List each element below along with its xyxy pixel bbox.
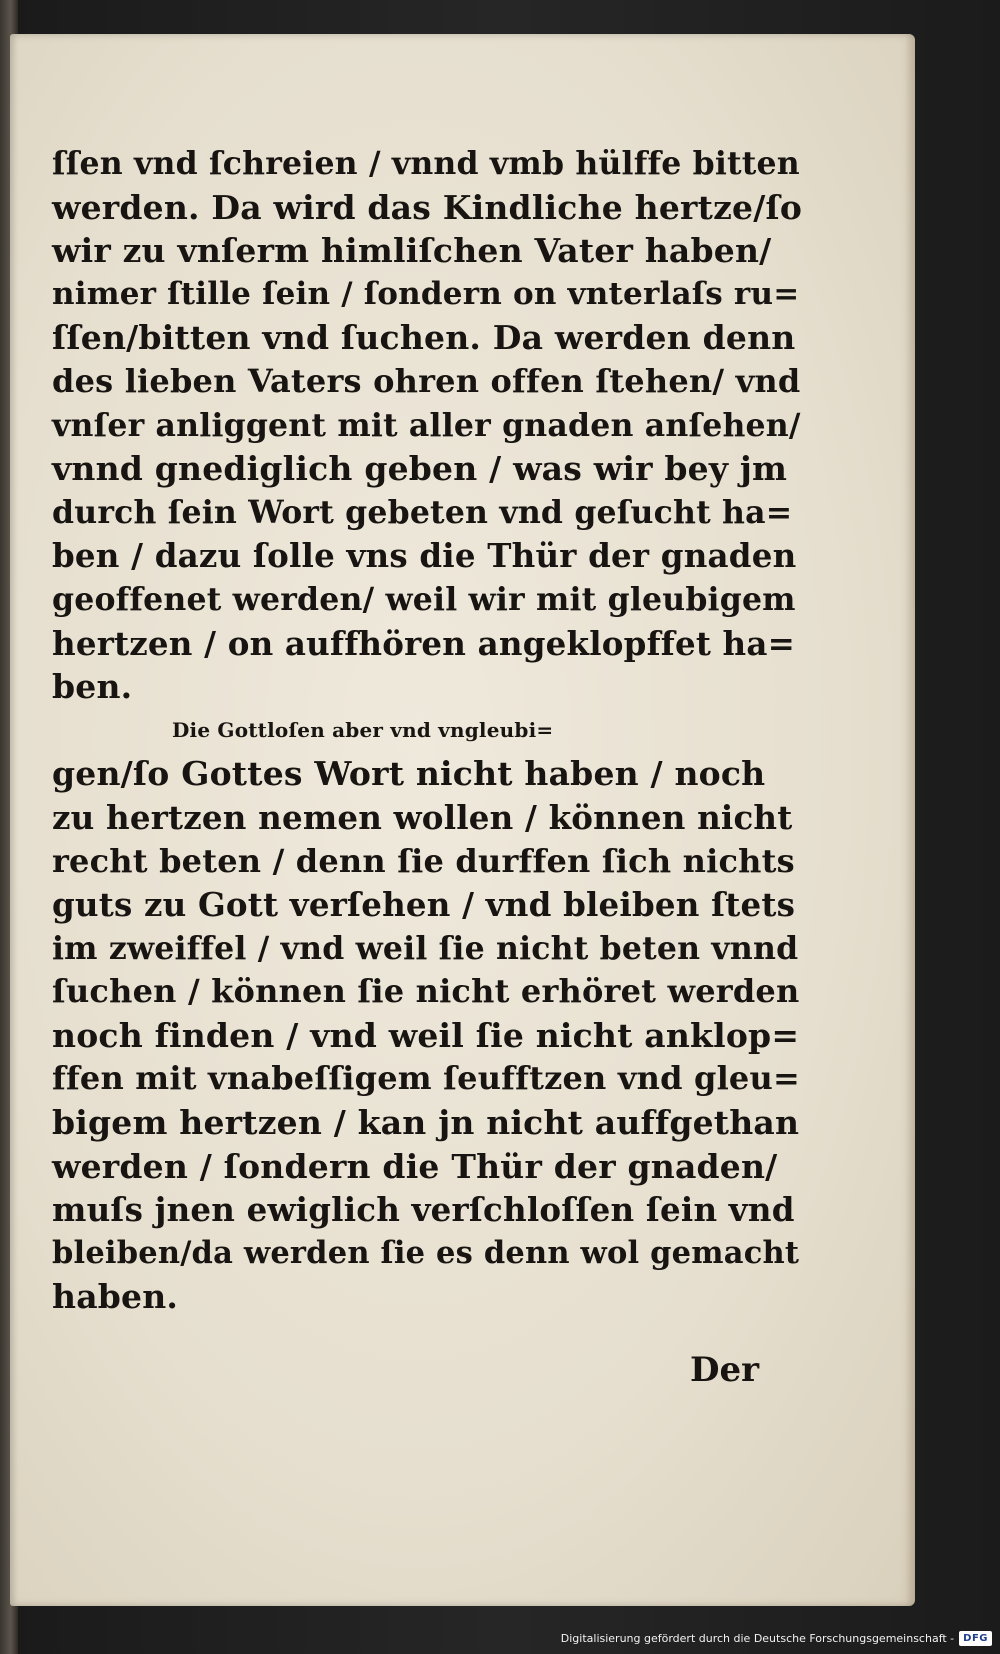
text-line: zu hertzen nemen wollen / können nicht (52, 797, 793, 837)
book-page (10, 34, 915, 1606)
text-line: vnſer anliggent mit aller gnaden anſehen/ (52, 406, 801, 444)
text-line: ben. (52, 667, 133, 707)
text-line: bigem hertzen / kan jn nicht auffgethan (52, 1103, 800, 1143)
digitization-footer (561, 1628, 992, 1648)
text-line: geoffenet werden/ weil wir mit gleubigem (52, 580, 796, 618)
text-line: noch finden / vnd weil ſie nicht anklop= (52, 1015, 800, 1055)
text-line: durch ſein Wort gebeten vnd geſucht ha= (52, 493, 793, 531)
text-line: hertzen / on auffhören angeklopffet ha= (52, 623, 796, 663)
text-line: bleiben/da werden ſie es denn wol gemacht (52, 1234, 800, 1271)
text-line: guts zu Gott verſehen / vnd bleiben ſtets (52, 885, 796, 925)
text-line: wir zu vnſerm himliſchen Vater haben/ (52, 231, 772, 271)
dfg-logo: DFG (959, 1631, 992, 1646)
text-line: ſuchen / können ſie nicht erhöret werden (52, 972, 800, 1011)
text-line: haben. (52, 1277, 179, 1317)
text-line: des lieben Vaters ohren offen ſtehen/ vnd (52, 361, 801, 400)
page-text (52, 142, 802, 1319)
page-edge (905, 34, 915, 1606)
text-line: ſſen vnd ſchreien / vnnd vmb hülffe bitten (52, 145, 800, 182)
text-line: muſs jnen ewiglich verſchloſſen ſein vnd (52, 1190, 795, 1230)
paragraph-start-line: Die Gottloſen aber vnd vngleubi= (172, 717, 554, 742)
text-line: ben / dazu ſolle vns die Thür der gnaden (52, 536, 797, 576)
text-line: ffen mit vnabeſſigem ſeufftzen vnd gleu= (52, 1059, 800, 1098)
text-line: vnnd gnediglich geben / was wir bey jm (52, 449, 788, 489)
text-line: werden. Da wird das Kindliche hertze/ſo (52, 187, 803, 227)
text-line: im zweiffel / vnd weil ſie nicht beten vnnd (52, 929, 799, 967)
text-line: nimer ſtille ſein / ſondern on vnterlaſs ru= (52, 275, 800, 312)
text-line: werden / ſondern die Thür der gnaden/ (52, 1146, 778, 1186)
text-line: gen/ſo Gottes Wort nicht haben / noch (52, 754, 766, 794)
text-line: recht beten / denn ſie durffen ſich nichts (52, 841, 795, 880)
funding-credit: Digitalisierung gefördert durch die Deutsche Forschungsgemeinschaft - (560, 1631, 955, 1645)
catchword: Der (690, 1350, 760, 1390)
text-line: ſſen/bitten vnd ſuchen. Da werden denn (52, 318, 796, 358)
